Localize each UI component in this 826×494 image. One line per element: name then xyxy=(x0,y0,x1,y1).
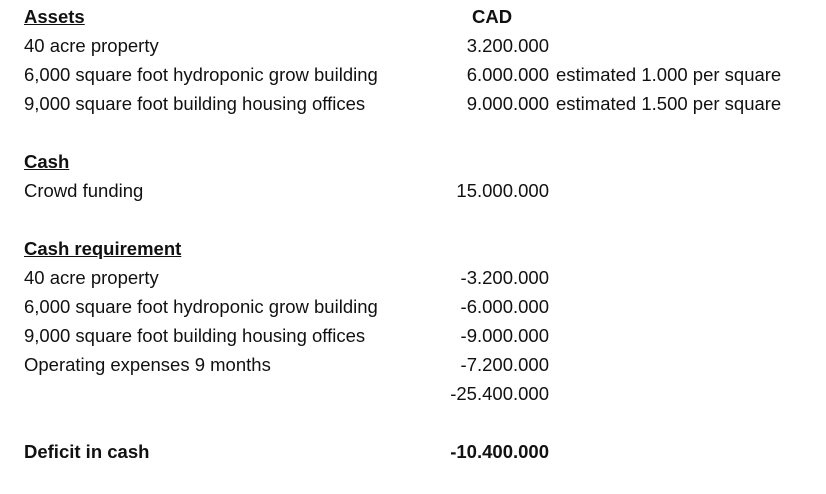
cash-requirement-heading: Cash requirement xyxy=(24,238,182,259)
assets-row xyxy=(0,89,826,118)
asset-label: 6,000 square foot hydroponic grow building xyxy=(24,64,378,85)
cash-header-row xyxy=(0,147,826,176)
requirement-total: -25.400.000 xyxy=(450,383,549,404)
asset-label: 9,000 square foot building housing offices xyxy=(24,93,366,114)
asset-amount: 6.000.000 xyxy=(466,64,549,85)
asset-note: estimated 1.500 per square xyxy=(556,93,782,114)
deficit-label: Deficit in cash xyxy=(24,441,150,462)
requirement-amount: -6.000.000 xyxy=(460,296,549,317)
requirement-label: 6,000 square foot hydroponic grow building xyxy=(24,296,378,317)
deficit-amount: -10.400.000 xyxy=(450,441,549,462)
assets-row xyxy=(0,60,826,89)
cash-row xyxy=(0,176,826,205)
asset-label: 40 acre property xyxy=(24,35,159,56)
asset-note: estimated 1.000 per square xyxy=(556,64,782,85)
cash-requirement-row xyxy=(0,350,826,379)
cash-heading: Cash xyxy=(24,151,70,172)
assets-header-row xyxy=(0,2,826,31)
cash-requirement-total-row xyxy=(0,379,826,408)
cash-requirement-row xyxy=(0,321,826,350)
cash-requirement-row xyxy=(0,263,826,292)
requirement-amount: -3.200.000 xyxy=(460,267,549,288)
cash-label: Crowd funding xyxy=(24,180,144,201)
requirement-amount: -9.000.000 xyxy=(460,325,549,346)
asset-amount: 3.200.000 xyxy=(466,35,549,56)
requirement-label: 40 acre property xyxy=(24,267,159,288)
requirement-label: 9,000 square foot building housing offices xyxy=(24,325,366,346)
asset-amount: 9.000.000 xyxy=(466,93,549,114)
requirement-label: Operating expenses 9 months xyxy=(24,354,271,375)
currency-header: CAD xyxy=(472,6,513,27)
cash-requirement-row xyxy=(0,292,826,321)
deficit-row xyxy=(0,437,826,466)
assets-row xyxy=(0,31,826,60)
cash-requirement-header-row xyxy=(0,234,826,263)
assets-heading: Assets xyxy=(24,6,85,27)
requirement-amount: -7.200.000 xyxy=(460,354,549,375)
cash-amount: 15.000.000 xyxy=(456,180,549,201)
